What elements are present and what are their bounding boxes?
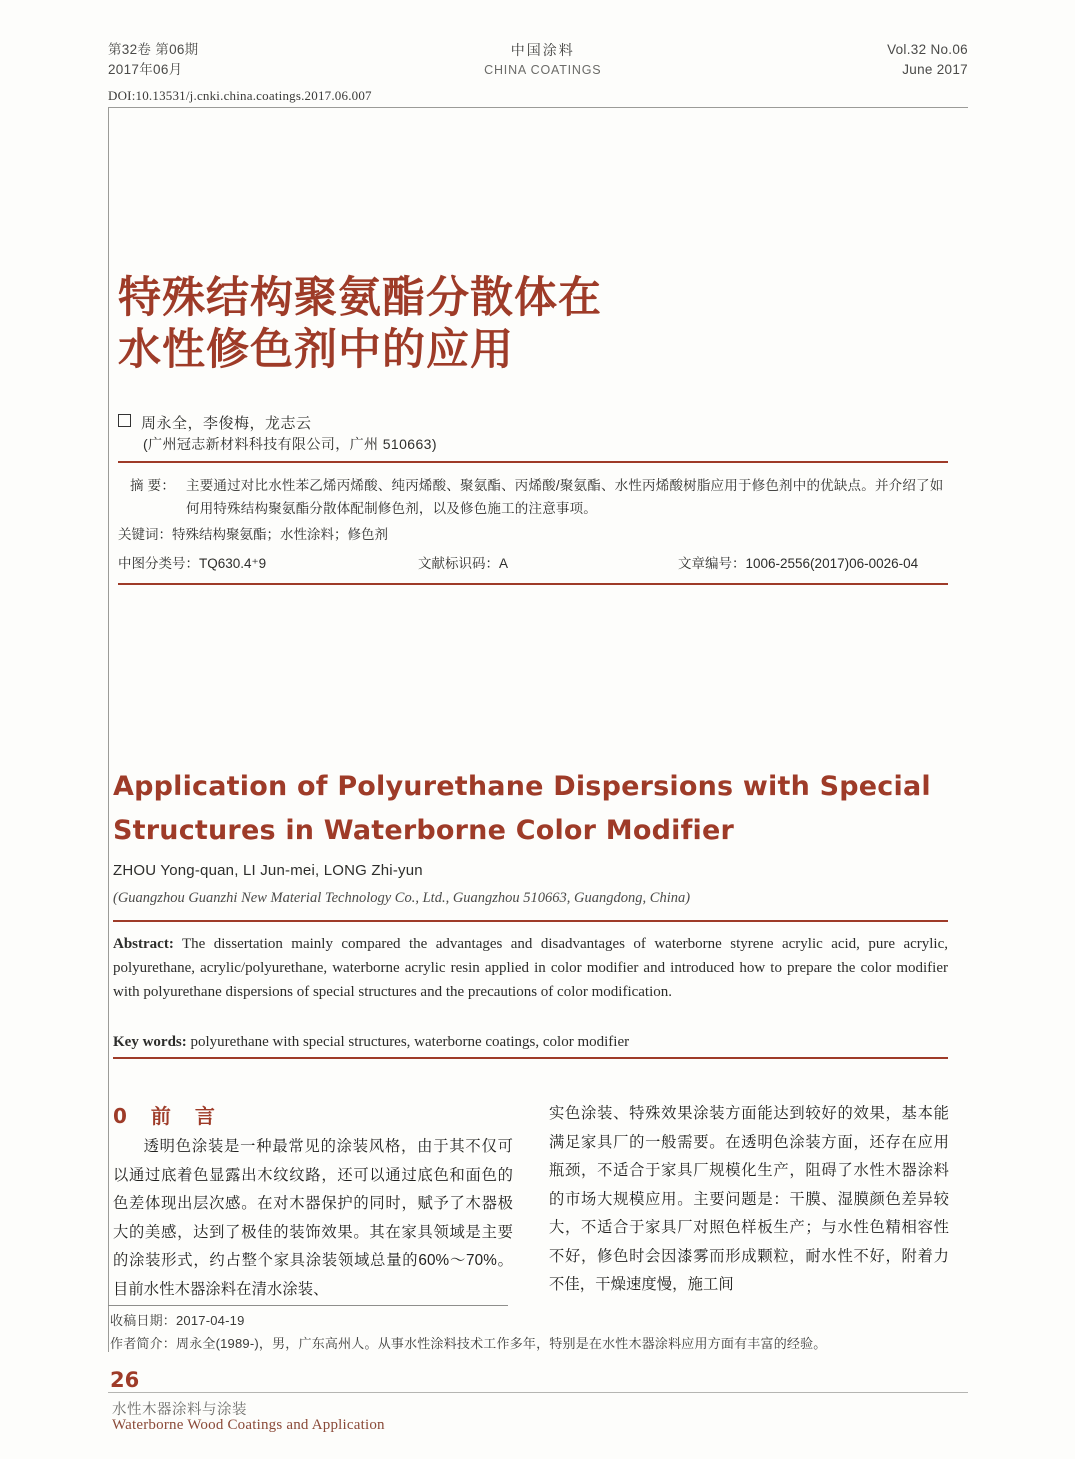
authors-cn-text: 周永全，李俊梅，龙志云: [141, 415, 312, 432]
footer-section-cn: 水性木器涂料与涂装: [112, 1402, 247, 1418]
title-en-line2: Structures in Waterborne Color Modifier: [113, 815, 735, 846]
title-cn-line2: 水性修色剂中的应用: [118, 325, 514, 375]
journal-name-en: CHINA COATINGS: [484, 63, 602, 77]
journal-name: [484, 40, 601, 80]
header-volume-info-en: [887, 40, 968, 80]
cn-divider-top: [118, 461, 948, 463]
intro-paragraph-right: 实色涂装、特殊效果涂装方面能达到较好的效果，基本能满足家具厂的一般需要。在透明色涂装方面，还存在应用瓶颈，不适合于家具厂规模化生产，阻碍了水性木器涂料的市场大规模应用。主要问题是：干膜、湿膜颜色差异较大，不适合于家具厂对照色样板生产；与水性色精相容性不好，修色时会因漆雾而形成颗粒，耐水性不好，附着力不佳，干燥速度慢，施工间: [549, 1105, 949, 1293]
header-volume-info: [108, 40, 198, 80]
footer-divider: [108, 1392, 968, 1393]
header-vol-en: Vol.32 No.06: [887, 42, 968, 57]
received-date: 收稿日期：2017-04-19: [110, 1313, 245, 1328]
title-cn: [118, 272, 948, 376]
affiliation-cn: (广州冠志新材料科技有限公司，广州 510663): [143, 436, 437, 452]
abstract-cn: [130, 474, 948, 520]
intro-paragraph-left: 透明色涂装是一种最常见的涂装风格，由于其不仅可以通过底着色显露出木纹纹路，还可以通过底色和面色的色差体现出层次感。在对木器保护的同时，赋予了木器极大的美感，达到了极佳的装饰效果。其在家具领域是主要的涂装形式，约占整个家具涂装领域总量的60%～70%。目前水性木器涂料在清水涂装、: [113, 1138, 513, 1298]
cn-divider-bottom: [118, 583, 948, 585]
header-divider: [108, 107, 968, 108]
keywords-en-text: polyurethane with special structures, waterborne coatings, color modifier: [186, 1034, 630, 1050]
page-number: 26: [110, 1368, 140, 1392]
page-header: [108, 40, 968, 80]
header-volume-line: 第32卷 第06期: [108, 42, 199, 57]
section-heading-intro: 0 前 言: [113, 1104, 217, 1128]
keywords-en: [113, 1030, 948, 1054]
abstract-en-text: The dissertation mainly compared the advantages and disadvantages of waterborne styrene acrylic acid, pure acrylic, polyurethane, acrylic/polyurethane, waterborne acrylic resin applied in color modifier and introduced how to prepare the color modifier with polyurethane dispersions of special structures and the precautions of color modification.: [113, 936, 948, 1000]
title-en: [113, 765, 953, 853]
abstract-cn-label: 摘 要：: [130, 478, 176, 493]
abstract-en-label: Abstract:: [113, 936, 174, 952]
clc-number: 中图分类号：TQ630.4⁺9: [118, 556, 267, 571]
footnote-divider: [108, 1305, 508, 1306]
left-margin-rule: [108, 107, 109, 1352]
keywords-cn: 关键词：特殊结构聚氨酯；水性涂料；修色剂: [118, 527, 388, 542]
affiliation-en: (Guangzhou Guanzhi New Material Technology Co., Ltd., Guangzhou 510663, Guangdong, China): [113, 890, 691, 906]
article-id: 文章编号：1006-2556(2017)06-0026-04: [678, 556, 919, 571]
doi-text: DOI:10.13531/j.cnki.china.coatings.2017.06.007: [108, 88, 372, 103]
abstract-cn-text: 主要通过对比水性苯乙烯丙烯酸、纯丙烯酸、聚氨酯、丙烯酸/聚氨酯、水性丙烯酸树脂应用于修色剂中的优缺点。并介绍了如何用特殊结构聚氨酯分散体配制修色剂，以及修色施工的注意事项。: [186, 478, 944, 516]
header-date-en: June 2017: [902, 62, 968, 77]
author-biography: 作者简介：周永全(1989-)，男，广东高州人。从事水性涂料技术工作多年，特别是在水性木器涂料应用方面有丰富的经验。: [110, 1336, 827, 1351]
authors-cn: [118, 412, 312, 433]
title-en-line1: Application of Polyurethane Dispersions with Special: [113, 771, 931, 802]
en-divider-top: [113, 920, 948, 922]
footer-section-en: Waterborne Wood Coatings and Application: [112, 1417, 385, 1433]
authors-en: ZHOU Yong-quan, LI Jun-mei, LONG Zhi-yun: [113, 862, 423, 879]
en-divider-bottom: [113, 1057, 948, 1059]
cn-meta-row: [118, 552, 948, 572]
square-bullet-icon: [118, 414, 131, 427]
abstract-en: [113, 932, 948, 1004]
header-date-line: 2017年06月: [108, 62, 183, 77]
keywords-en-label: Key words:: [113, 1034, 187, 1050]
document-code: 文献标识码：A: [418, 556, 509, 571]
title-cn-line1: 特殊结构聚氨酯分散体在: [118, 273, 602, 323]
body-column-left: [113, 1133, 513, 1304]
journal-name-cn: 中国涂料: [510, 42, 575, 58]
body-column-right: [549, 1100, 949, 1300]
